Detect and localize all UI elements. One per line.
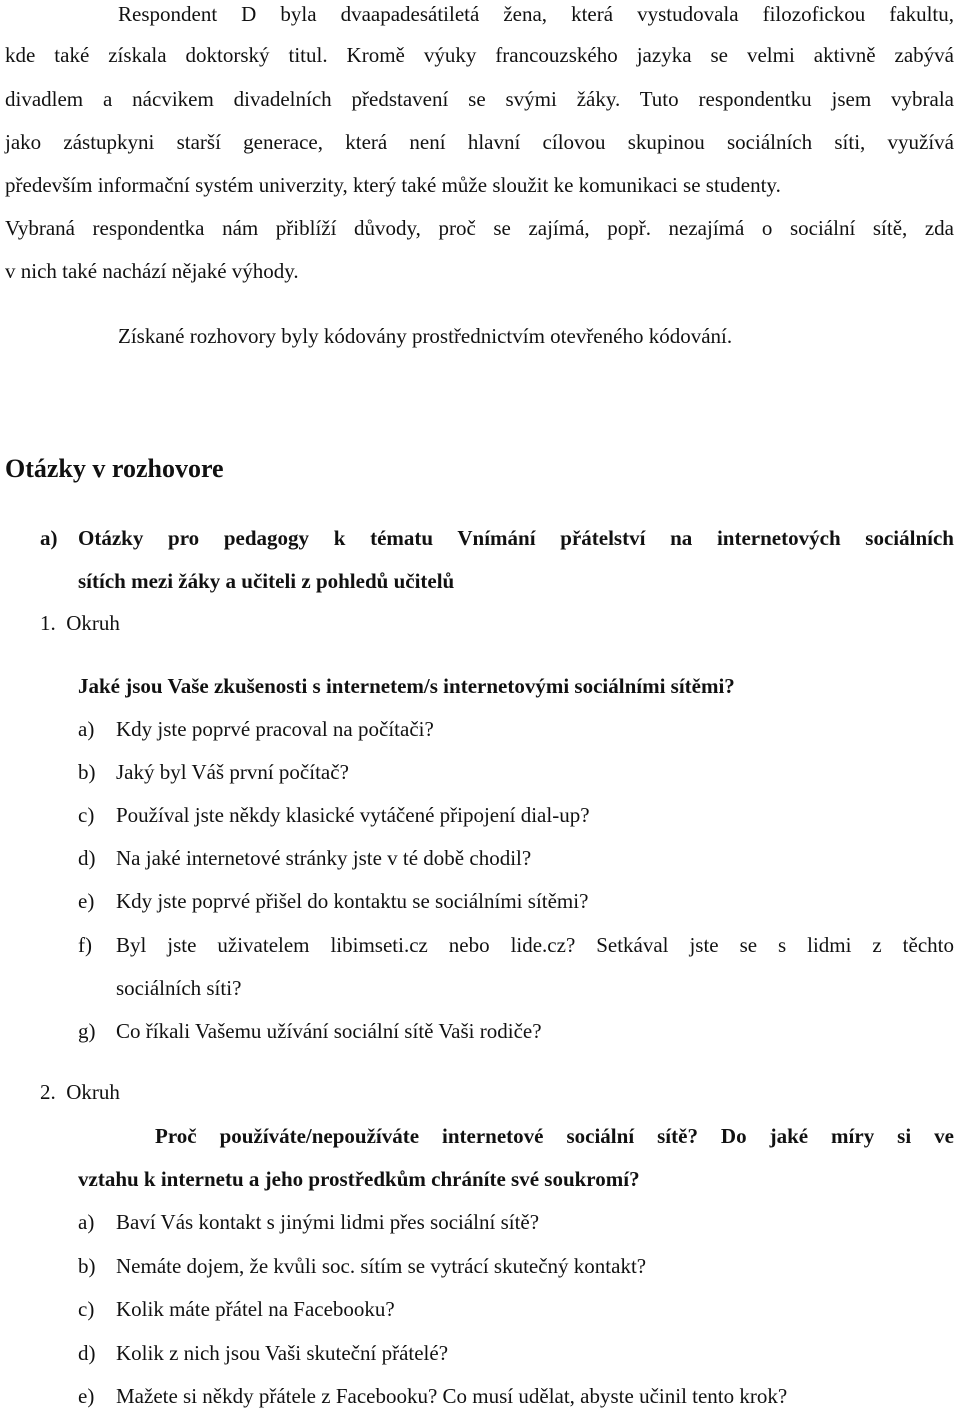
list-item-text: Jaký byl Váš první počítač? bbox=[116, 760, 349, 784]
list-item-text: Kolik z nich jsou Vaši skuteční přátelé? bbox=[116, 1341, 449, 1365]
list-item-text: Kolik máte přátel na Facebooku? bbox=[116, 1297, 395, 1321]
list-marker: f) bbox=[78, 933, 92, 957]
okruh-1-label: 1. Okruh bbox=[40, 611, 120, 635]
intro-line-7: v nich také nachází nějaké výhody. bbox=[5, 259, 299, 283]
list-item-text: Mažete si někdy přátele z Facebooku? Co musí udělat, abyste učinil tento krok? bbox=[116, 1384, 788, 1408]
intro-line-6: Vybraná respondentka nám přiblíží důvody, proč se zajímá, popř. nezajímá o sociální sítě, zda bbox=[5, 216, 954, 240]
intro-line-3: divadlem a nácvikem divadelních představení se svými žáky. Tuto respondentku jsem vybrala bbox=[5, 87, 954, 111]
list-item-text: Kdy jste poprvé pracoval na počítači? bbox=[116, 717, 434, 741]
intro-line-2: kde také získala doktorský titul. Kromě výuky francouzského jazyka se velmi aktivně zabývá bbox=[5, 43, 954, 67]
okruh-1-item-f-line-2: sociálních síti? bbox=[116, 976, 242, 1000]
list-item-text: Byl jste uživatelem libimseti.cz nebo lide.cz? Setkával jste se s lidmi z těchto bbox=[116, 933, 954, 957]
list-marker: b) bbox=[78, 760, 96, 784]
list-marker: e) bbox=[78, 889, 95, 913]
intro-line-1: Respondent D byla dvaapadesátiletá žena, která vystudovala filozofickou fakultu, bbox=[118, 2, 954, 26]
section-heading: Otázky v rozhovore bbox=[5, 454, 224, 483]
list-marker: a) bbox=[78, 717, 95, 741]
list-item-text: Nemáte dojem, že kvůli soc. sítím se vytrácí skutečný kontakt? bbox=[116, 1254, 647, 1278]
list-item-text: Kdy jste poprvé přišel do kontaktu se sociálními sítěmi? bbox=[116, 889, 589, 913]
list-marker: g) bbox=[78, 1019, 96, 1043]
list-item-text: Co říkali Vašemu užívání sociální sítě Vaši rodiče? bbox=[116, 1019, 542, 1043]
part-a-title-line-1: Otázky pro pedagogy k tématu Vnímání přátelství na internetových sociálních bbox=[78, 526, 954, 550]
list-marker: b) bbox=[78, 1254, 96, 1278]
part-a-title-line-2: sítích mezi žáky a učiteli z pohledů učitelů bbox=[78, 569, 455, 593]
list-marker: c) bbox=[78, 803, 95, 827]
list-item-text: Baví Vás kontakt s jinými lidmi přes sociální sítě? bbox=[116, 1210, 540, 1234]
coding-sentence: Získané rozhovory byly kódovány prostřednictvím otevřeného kódování. bbox=[118, 324, 733, 348]
intro-line-4: jako zástupkyni starší generace, která není hlavní cílovou skupinou sociálních síti, využívá bbox=[5, 130, 954, 154]
part-a-marker: a) bbox=[40, 526, 58, 550]
intro-line-5: především informační systém univerzity, který také může sloužit ke komunikaci se studenty. bbox=[5, 173, 781, 197]
list-marker: e) bbox=[78, 1384, 95, 1408]
list-item-text: Používal jste někdy klasické vytáčené připojení dial-up? bbox=[116, 803, 590, 827]
list-marker: d) bbox=[78, 846, 96, 870]
list-marker: a) bbox=[78, 1210, 95, 1234]
okruh-1-question: Jaké jsou Vaše zkušenosti s internetem/s internetovými sociálními sítěmi? bbox=[78, 674, 735, 698]
okruh-2-question-line-2: vztahu k internetu a jeho prostředkům chráníte své soukromí? bbox=[78, 1167, 640, 1191]
okruh-2-question-line-1: Proč používáte/nepoužíváte internetové sociální sítě? Do jaké míry si ve bbox=[155, 1124, 954, 1148]
list-marker: d) bbox=[78, 1341, 96, 1365]
okruh-2-label: 2. Okruh bbox=[40, 1080, 120, 1104]
list-item-text: Na jaké internetové stránky jste v té době chodil? bbox=[116, 846, 532, 870]
list-marker: c) bbox=[78, 1297, 95, 1321]
